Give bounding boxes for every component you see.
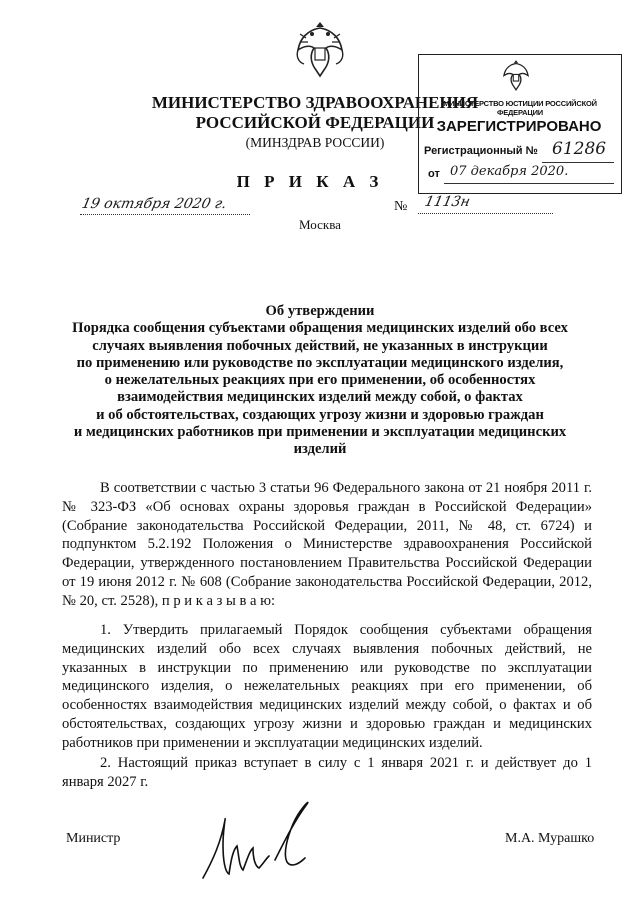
- stamp-regnum-label: Регистрационный №: [424, 145, 538, 157]
- document-title: [70, 303, 570, 459]
- order-item-2: [62, 754, 592, 792]
- number-sign: №: [394, 199, 408, 214]
- city: Москва: [299, 217, 341, 232]
- order-date: 19 октября 2020 г.: [80, 196, 229, 212]
- coat-of-arms-icon: [292, 18, 348, 80]
- signature-icon: [195, 790, 320, 885]
- ministry-short-name: (МИНЗДРАВ РОССИИ): [245, 135, 385, 150]
- title-line: случаях выявления побочных действий, не указанных в инструкции: [92, 337, 548, 354]
- ministry-line-2: РОССИЙСКОЙ ФЕДЕРАЦИИ: [195, 113, 435, 132]
- stamp-from-label: от: [428, 168, 440, 180]
- title-line: по применению или руководстве по эксплуатации медицинского изделия,: [76, 354, 564, 371]
- preamble-text: В соответствии с частью 3 статьи 96 Федерального закона от 21 ноября 2011 г. № 323-ФЗ «Об основах охраны здоровья граждан в Российской Федерации» (Собрание законодательства Российской Федерации, 2011, № 48, ст. 6724) и подпунктом 5.2.192 Положения о Министерстве здравоохранения Российской Федерации, утвержденного постановлением Правительства Российской Федерации от 19 июня 2012 г. № 608 (Собрание законодательства Российской Федерации, 2012, № 20, ст. 2528), п р и к а з ы в а ю:: [62, 480, 592, 609]
- stamp-date-underline: [444, 183, 614, 184]
- date-underline: [80, 214, 250, 215]
- document-type: П Р И К А З: [236, 172, 384, 191]
- stamp-date-value: 07 декабря 2020.: [450, 164, 569, 179]
- stamp-registered: ЗАРЕГИСТРИРОВАНО: [436, 118, 602, 135]
- item-2-text: 2. Настоящий приказ вступает в силу с 1 января 2021 г. и действует до 1 января 2027 г.: [62, 755, 592, 790]
- title-line: взаимодействия медицинских изделий между собой, о фактах: [117, 389, 523, 406]
- order-number: 1113н: [423, 194, 472, 210]
- item-1-text: 1. Утвердить прилагаемый Порядок сообщения субъектами обращения медицинских изделий обо всех случаях выявления побочных действий, не указанных в инструкции по применению или руководстве по эксплуатации медицинского изделия, о нежелательных реакциях при его применении, об особенностях взаимодействия медицинских изделий между собой, о фактах и об обстоятельствах, создающих угрозу жизни и здоровью граждан и медицинских работников при применении и эксплуатации медицинских изделий.: [62, 622, 592, 751]
- stamp-regnum-value: 61286: [552, 139, 607, 159]
- title-line: и об обстоятельствах, создающих угрозу жизни и здоровью граждан: [96, 406, 544, 423]
- title-line: Об утверждении: [265, 303, 375, 319]
- number-underline: [418, 213, 553, 214]
- stamp-regnum-underline: [542, 162, 614, 163]
- ministry-line-1: МИНИСТЕРСТВО ЗДРАВООХРАНЕНИЯ: [151, 93, 479, 112]
- order-item-1: [62, 621, 592, 753]
- title-line: изделий: [293, 441, 347, 458]
- title-line: о нежелательных реакциях при его применении, об особенностях: [104, 372, 536, 389]
- preamble: [62, 479, 592, 611]
- title-line: и медицинских работников при применении и эксплуатации медицинских: [73, 424, 567, 441]
- title-line: Порядка сообщения субъектами обращения медицинских изделий обо всех: [72, 320, 568, 337]
- signer-title: Министр: [66, 831, 121, 846]
- stamp-emblem-icon: [500, 58, 532, 92]
- stamp-ministry: МИНИСТЕРСТВО ЮСТИЦИИ РОССИЙСКОЙ ФЕДЕРАЦИИ: [443, 99, 597, 117]
- signer-name: М.А. Мурашко: [505, 831, 595, 846]
